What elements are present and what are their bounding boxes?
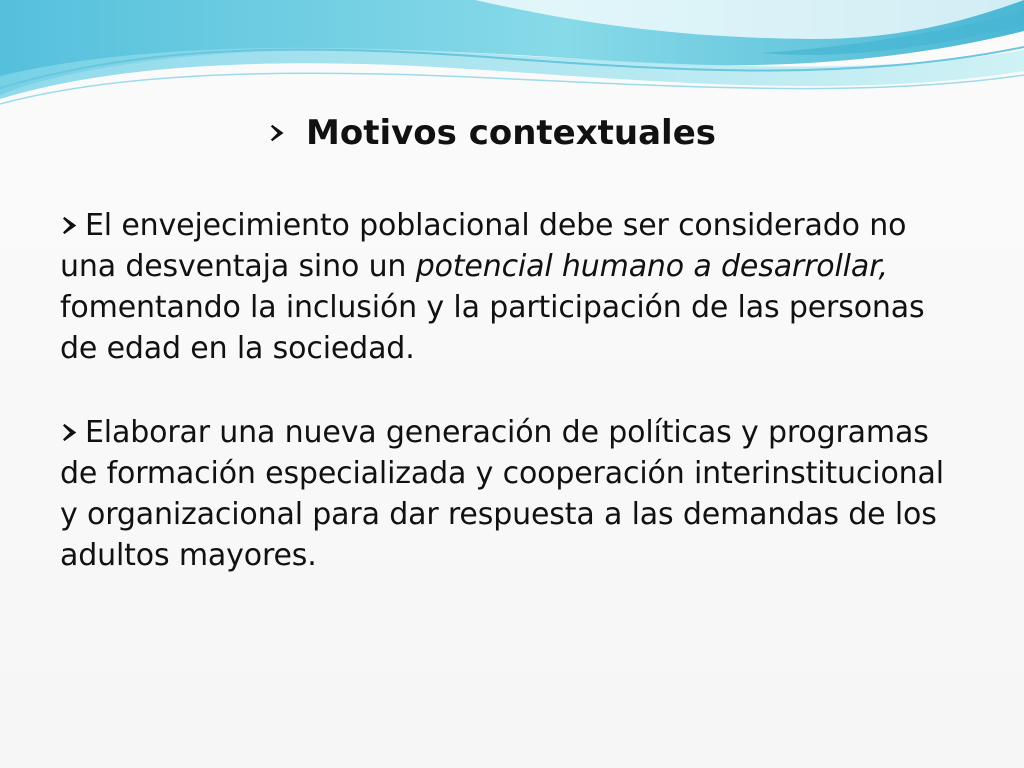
bullet-text-before-emphasis: El envejecimiento poblacional debe ser considerado no una desventaja sino un xyxy=(60,208,907,284)
bullet-emphasis-text: potencial humano a desarrollar, xyxy=(415,249,888,284)
slide-title-text: Motivos contextuales xyxy=(306,113,717,153)
double-chevron-arrow-icon xyxy=(60,214,83,237)
bullet-item-new-policies xyxy=(60,412,960,576)
bullet-item-aging-population xyxy=(60,205,960,369)
bullet-text: Elaborar una nueva generación de políticas y programas de formación especializada y cooperación interinstitucional y organizacional para dar respuesta a las demandas de los adultos mayores. xyxy=(60,415,944,573)
double-chevron-arrow-icon xyxy=(268,122,290,144)
slide-title xyxy=(268,108,828,158)
bullet-text-after-emphasis: fomentando la inclusión y la participación de las personas de edad en la sociedad. xyxy=(60,290,925,366)
double-chevron-arrow-icon xyxy=(60,421,83,444)
